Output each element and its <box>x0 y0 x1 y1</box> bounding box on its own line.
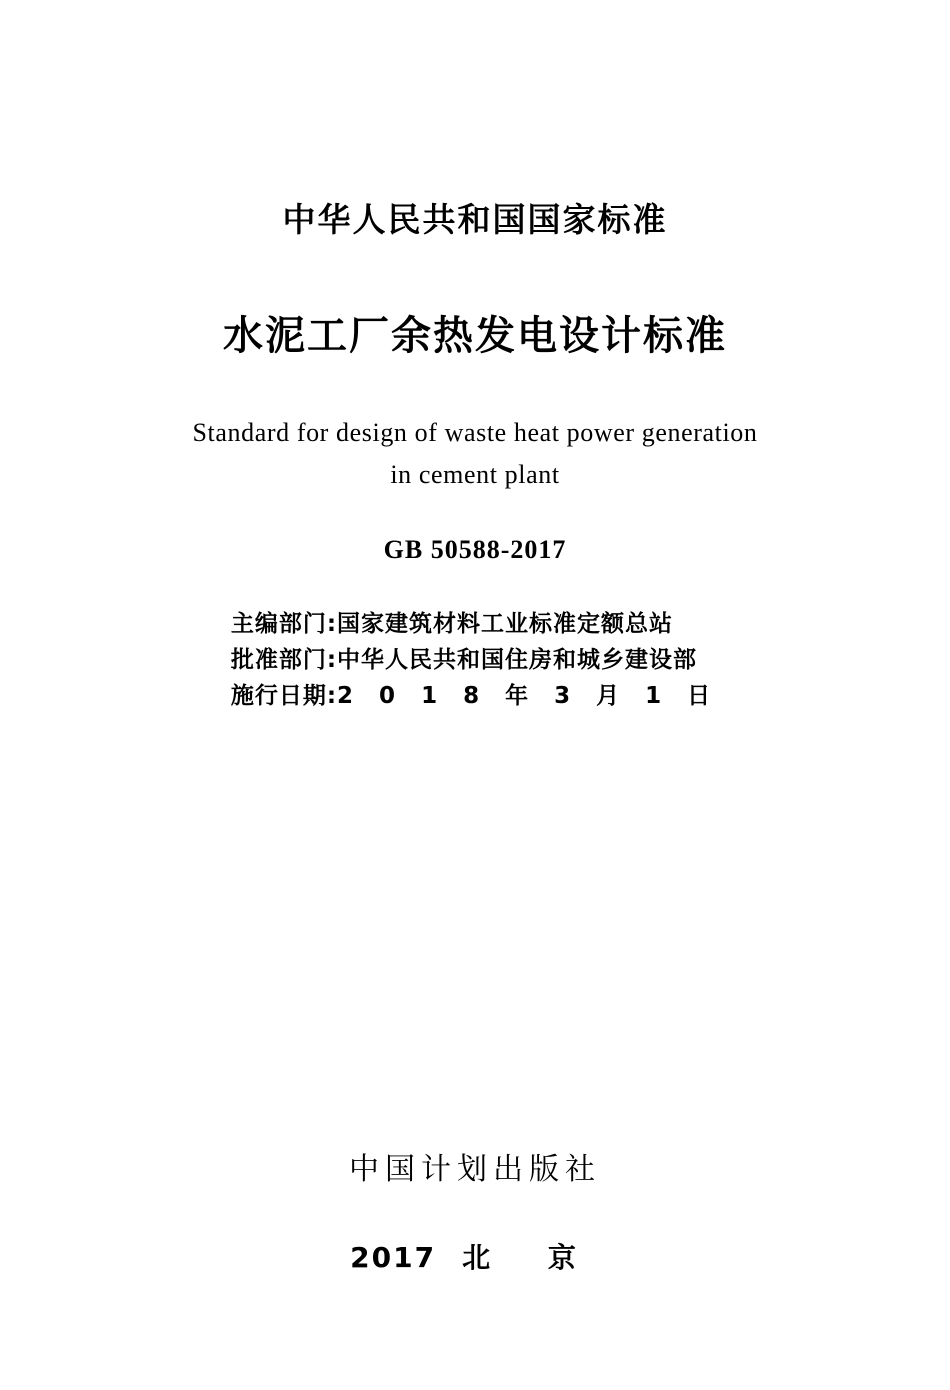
meta-row-chief-department <box>231 607 719 643</box>
imprint <box>0 1236 950 1276</box>
meta-label-effective-date: 施行日期: <box>230 682 338 709</box>
english-title-line-1: Standard for design of waste heat power generation <box>192 417 758 447</box>
imprint-year: 2017 <box>350 1241 437 1275</box>
meta-row-effective-date <box>231 679 719 715</box>
meta-value-chief-department: 国家建筑材料工业标准定额总站 <box>337 611 674 638</box>
imprint-city: 北 京 <box>462 1241 600 1275</box>
meta-row-approval-department <box>231 643 719 679</box>
standard-code: GB 50588-2017 <box>383 535 567 565</box>
page-title: 水泥工厂余热发电设计标准 <box>223 312 727 359</box>
publisher-name: 中国计划出版社 <box>349 1152 601 1188</box>
meta-label-chief-department: 主编部门: <box>230 611 338 638</box>
meta-label-approval-department: 批准部门: <box>230 647 338 674</box>
meta-block <box>231 607 719 714</box>
english-title <box>0 412 950 498</box>
standard-header: 中华人民共和国国家标准 <box>282 200 668 239</box>
english-title-line-2: in cement plant <box>390 460 560 490</box>
meta-value-approval-department: 中华人民共和国住房和城乡建设部 <box>337 647 698 674</box>
meta-value-effective-date: 2 0 1 8 年 3 月 1 日 <box>337 682 720 709</box>
